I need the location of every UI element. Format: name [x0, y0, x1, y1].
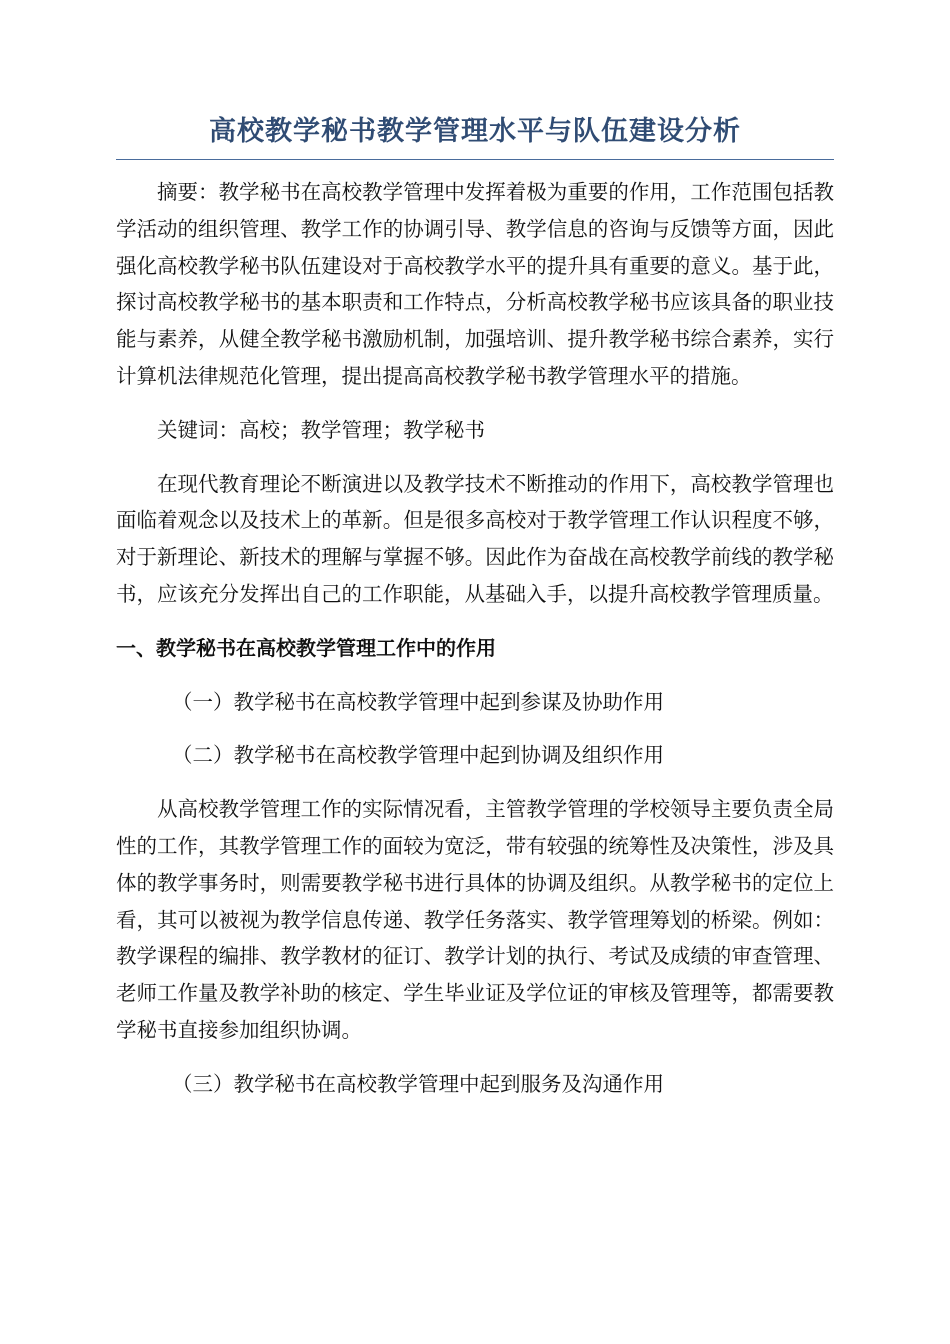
abstract-paragraph: 摘要：教学秘书在高校教学管理中发挥着极为重要的作用，工作范围包括教学活动的组织管理、教学工作的协调引导、教学信息的咨询与反馈等方面，因此强化高校教学秘书队伍建设对于高校教学水平的提升具有重要的意义。基于此，探讨高校教学秘书的基本职责和工作特点，分析高校教学秘书应该具备的职业技能与素养，从健全教学秘书激励机制，加强培训、提升教学秘书综合素养，实行计算机法律规范化管理，提出提高高校教学秘书教学管理水平的措施。 — [116, 180, 834, 388]
subsection-heading-2: （二）教学秘书在高校教学管理中起到协调及组织作用 — [172, 743, 664, 768]
keywords-paragraph: 关键词：高校；教学管理；教学秘书 — [157, 417, 485, 442]
subsection-2-body: 从高校教学管理工作的实际情况看，主管教学管理的学校领导主要负责全局性的工作，其教学管理工作的面较为宽泛，带有较强的统筹性及决策性，涉及具体的教学事务时，则需要教学秘书进行具体的协调及组织。从教学秘书的定位上看，其可以被视为教学信息传递、教学任务落实、教学管理筹划的桥梁。例如：教学课程的编排、教学教材的征订、教学计划的执行、考试及成绩的审查管理、老师工作量及教学补助的核定、学生毕业证及学位证的审核及管理等，都需要教学秘书直接参加组织协调。 — [116, 797, 834, 1042]
document-page — [116, 110, 834, 1103]
section-heading-1: 一、教学秘书在高校教学管理工作中的作用 — [116, 635, 496, 660]
intro-paragraph: 在现代教育理论不断演进以及教学技术不断推动的作用下，高校教学管理也面临着观念以及技术上的革新。但是很多高校对于教学管理工作认识程度不够，对于新理论、新技术的理解与掌握不够。因此作为奋战在高校教学前线的教学秘书，应该充分发挥出自己的工作职能，从基础入手，以提升高校教学管理质量。 — [116, 471, 834, 606]
subsection-heading-3: （三）教学秘书在高校教学管理中起到服务及沟通作用 — [172, 1071, 664, 1096]
title-underline — [116, 159, 834, 160]
subsection-heading-1: （一）教学秘书在高校教学管理中起到参谋及协助作用 — [172, 689, 664, 714]
document-title: 高校教学秘书教学管理水平与队伍建设分析 — [209, 116, 741, 147]
